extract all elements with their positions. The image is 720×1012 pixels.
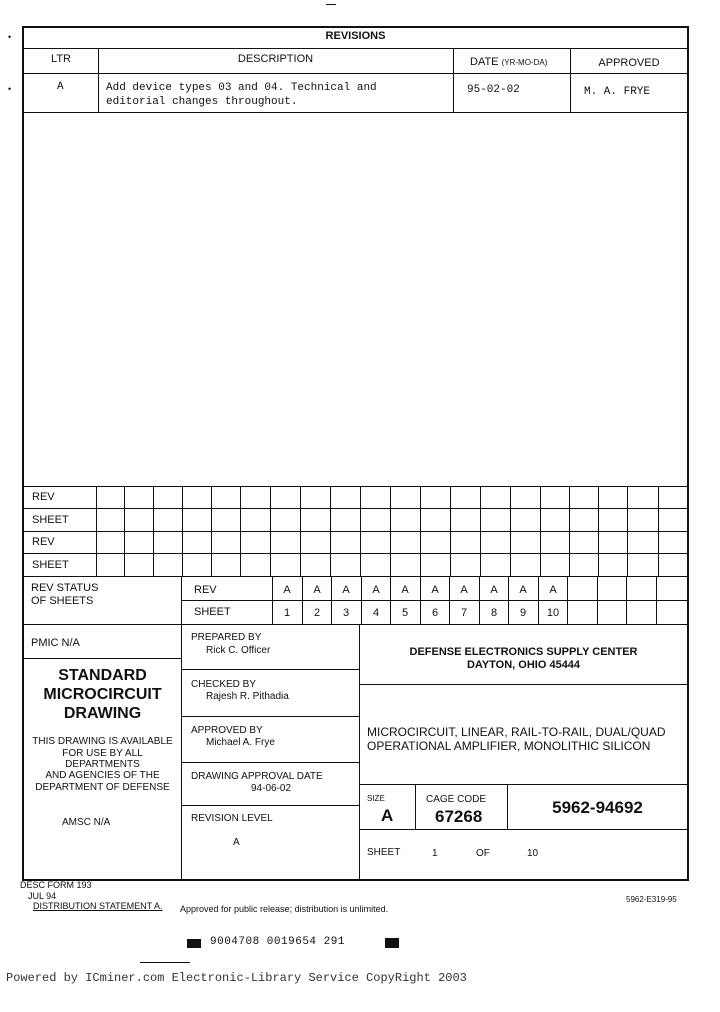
- top-tick: [326, 4, 336, 5]
- rev-status-rev-cell: A: [519, 584, 527, 596]
- approval-date: 94-06-02: [251, 783, 292, 794]
- agency-line-1: DEFENSE ELECTRONICS SUPPLY CENTER: [409, 646, 638, 658]
- rev-status-sheet-cell: 2: [313, 607, 321, 619]
- grid-line: [300, 486, 301, 576]
- grid-line: [211, 486, 212, 576]
- rev-status-sheet-cell: 8: [490, 607, 498, 619]
- col-approved: APPROVED: [598, 57, 660, 69]
- agency-line-2: DAYTON, OHIO 45444: [466, 659, 581, 671]
- rev-status-label-2: OF SHEETS: [31, 595, 94, 607]
- rev-status-rev-label: REV: [194, 584, 217, 596]
- drawing-number: 5962-94692: [552, 798, 643, 817]
- rev-row-desc-2: editorial changes throughout.: [106, 96, 298, 108]
- grid-line: [124, 486, 125, 576]
- prepared-label: PREPARED BY: [191, 632, 262, 643]
- grid-line: [658, 486, 659, 576]
- rev-status-rev-cell: A: [283, 584, 291, 596]
- title-line-2: OPERATIONAL AMPLIFIER, MONOLITHIC SILICON: [367, 739, 651, 753]
- status-grid-line: [656, 576, 657, 624]
- avail-line-1: THIS DRAWING IS AVAILABLE: [32, 736, 173, 747]
- status-grid-line: [597, 576, 598, 624]
- grid-line: [360, 486, 361, 576]
- grid-line: [569, 486, 570, 576]
- pmic: PMIC N/A: [31, 637, 80, 649]
- rev-status-sheet-cell: 5: [401, 607, 409, 619]
- rev-row-date: 95-02-02: [467, 84, 520, 96]
- rev-status-rev-cell: A: [460, 584, 468, 596]
- grid-line: [270, 486, 271, 576]
- rev-status-rev-cell: A: [431, 584, 439, 596]
- cage-label: CAGE CODE: [426, 794, 487, 805]
- grid-line: [420, 486, 421, 576]
- grid-line: [627, 486, 628, 576]
- revision-level-label: REVISION LEVEL: [191, 813, 273, 824]
- grid-line: [450, 486, 451, 576]
- rev-status-rev-cell: A: [313, 584, 321, 596]
- grid-line: [598, 486, 599, 576]
- powered-by: Powered by ICminer.com Electronic-Library Service CopyRight 2003: [6, 971, 467, 985]
- form-line-1: DESC FORM 193: [20, 880, 92, 890]
- grid-line: [330, 486, 331, 576]
- form-number: 5962-E319-95: [626, 895, 677, 904]
- rev-status-rev-cell: A: [549, 584, 557, 596]
- approval-date-label: DRAWING APPROVAL DATE: [191, 771, 323, 782]
- barcode-block-right: [385, 938, 399, 948]
- rev-status-sheet-cell: 9: [519, 607, 527, 619]
- rev-status-sheet-cell: 4: [372, 607, 380, 619]
- title-drawing: DRAWING: [63, 705, 142, 722]
- margin-mark: •: [8, 84, 12, 94]
- checked-name: Rajesh R. Pithadia: [206, 691, 289, 702]
- rev-status-rev-cell: A: [490, 584, 498, 596]
- rev-status-sheet-cell: 1: [283, 607, 291, 619]
- grid-line: [182, 486, 183, 576]
- grid-label-sheet-2: SHEET: [32, 559, 69, 571]
- rev-status-rev-cell: A: [372, 584, 380, 596]
- avail-line-2: FOR USE BY ALL: [62, 748, 143, 759]
- title-microcircuit: MICROCIRCUIT: [43, 686, 162, 703]
- rev-status-rev-cell: A: [401, 584, 409, 596]
- grid-label-rev-2: REV: [32, 536, 55, 548]
- margin-mark: •: [8, 32, 12, 42]
- title-line-1: MICROCIRCUIT, LINEAR, RAIL-TO-RAIL, DUAL/QUAD: [367, 725, 666, 739]
- of-label: OF: [476, 848, 490, 859]
- grid-line: [96, 486, 97, 576]
- grid-line: [240, 486, 241, 576]
- sheet-label: SHEET: [367, 847, 401, 858]
- sheet-value: 1: [432, 848, 438, 859]
- revisions-header: REVISIONS: [325, 30, 386, 42]
- rev-status-sheet-label: SHEET: [194, 606, 231, 618]
- col-ltr: LTR: [51, 53, 71, 65]
- rev-status-sheet-cell: 7: [460, 607, 468, 619]
- avail-line-3: DEPARTMENTS: [65, 759, 140, 770]
- grid-line: [390, 486, 391, 576]
- rev-row-desc-1: Add device types 03 and 04. Technical and: [106, 82, 377, 94]
- amsc: AMSC N/A: [62, 817, 111, 828]
- avail-line-5: DEPARTMENT OF DEFENSE: [35, 782, 170, 793]
- rev-row-ltr: A: [57, 81, 64, 93]
- avail-line-4: AND AGENCIES OF THE: [45, 770, 160, 781]
- grid-label-sheet-1: SHEET: [32, 514, 69, 526]
- grid-line: [510, 486, 511, 576]
- grid-label-rev-1: REV: [32, 491, 55, 503]
- approved-label: APPROVED BY: [191, 725, 263, 736]
- size-value: A: [381, 806, 394, 825]
- revision-level: A: [233, 837, 240, 848]
- col-description: DESCRIPTION: [237, 53, 314, 65]
- grid-line: [480, 486, 481, 576]
- grid-line: [153, 486, 154, 576]
- rev-status-sheet-cell: 3: [342, 607, 350, 619]
- status-grid-line: [626, 576, 627, 624]
- grid-line: [540, 486, 541, 576]
- distribution-text: Approved for public release; distribution is unlimited.: [180, 904, 389, 914]
- size-label: SIZE: [367, 794, 385, 803]
- approved-name: Michael A. Frye: [206, 737, 275, 748]
- rev-row-approved: M. A. FRYE: [584, 86, 651, 98]
- title-standard: STANDARD: [58, 667, 147, 684]
- distribution-label: DISTRIBUTION STATEMENT A.: [33, 901, 163, 911]
- cage-value: 67268: [435, 807, 483, 826]
- form-line-2: JUL 94: [28, 891, 57, 901]
- rev-status-label-1: REV STATUS: [31, 582, 99, 594]
- prepared-name: Rick C. Officer: [206, 645, 271, 656]
- total-sheets: 10: [527, 848, 539, 859]
- barcode-block-left: [187, 939, 201, 948]
- col-date: DATE (YR-MO-DA): [470, 56, 548, 68]
- checked-label: CHECKED BY: [191, 679, 257, 690]
- rev-status-sheet-cell: 10: [546, 607, 560, 619]
- rev-status-rev-cell: A: [342, 584, 350, 596]
- rev-status-sheet-cell: 6: [431, 607, 439, 619]
- barcode-text: 9004708 0019654 291: [210, 936, 345, 948]
